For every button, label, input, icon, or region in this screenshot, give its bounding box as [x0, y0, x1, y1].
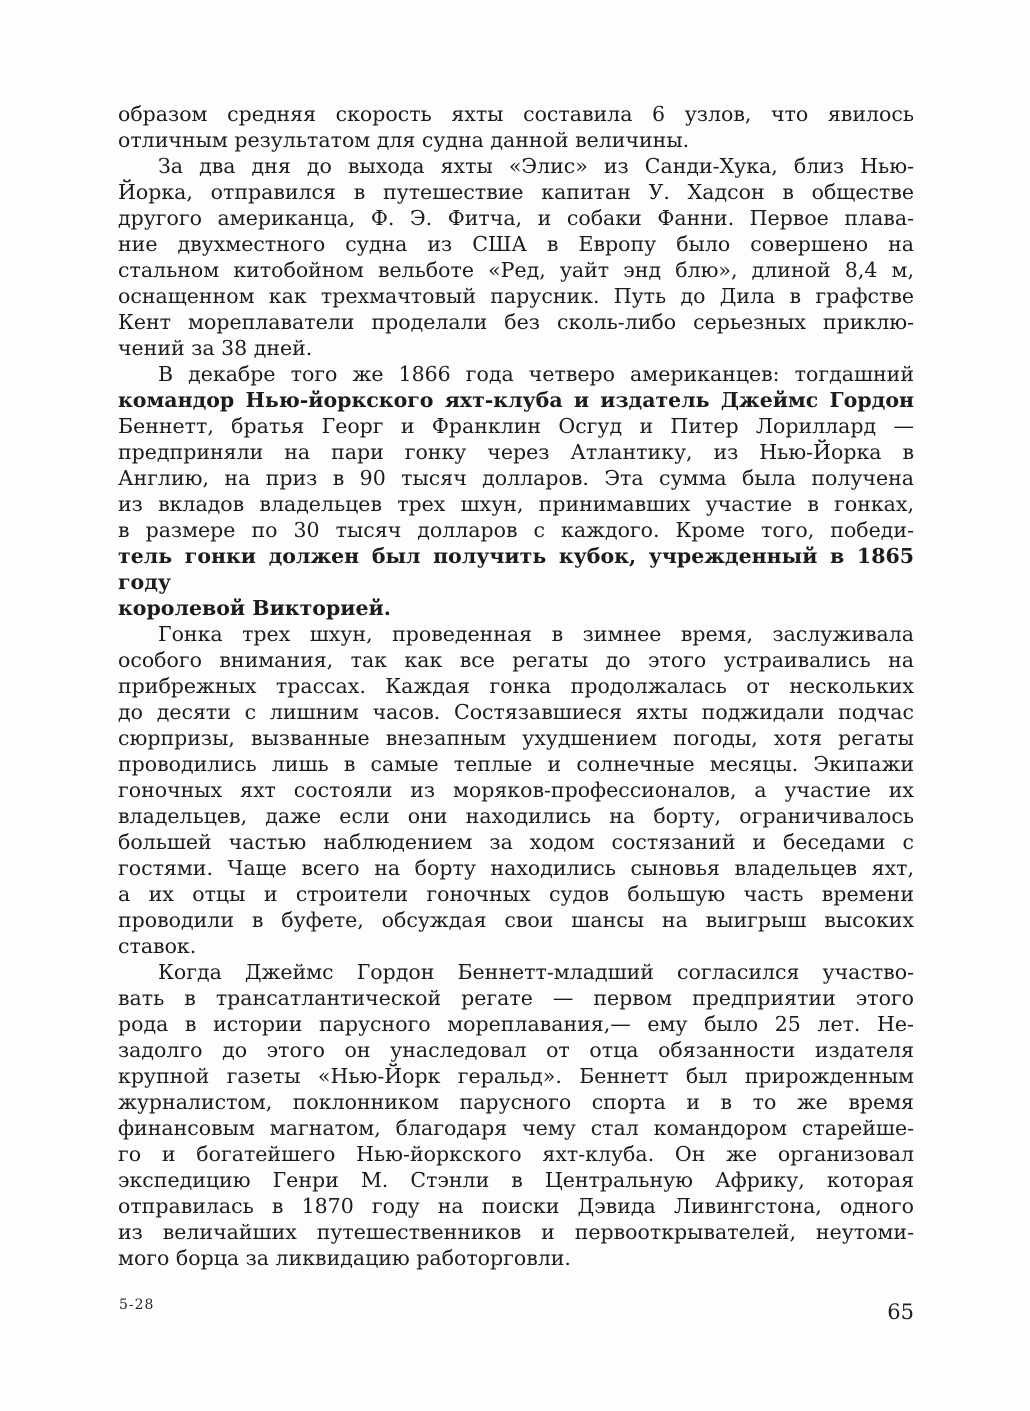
text-line: журналистом, поклонником парусного спорта и в то же время [118, 1090, 914, 1114]
text-line: прибрежных трассах. Каждая гонка продолжалась от нескольких [118, 674, 914, 698]
text-line: до десяти с лишним часов. Состязавшиеся яхты поджидали подчас [118, 700, 914, 724]
text-line: тель гонки должен был получить кубок, учрежденный в 1865 году [118, 544, 914, 594]
text-line: чений за 38 дней. [118, 336, 313, 360]
text-line: командор Нью-йоркского яхт-клуба и издатель Джеймс Гордон [118, 388, 914, 412]
text-line: финансовым магнатом, благодаря чему стал командором старейше- [118, 1116, 914, 1140]
text-line: Кент мореплаватели проделали без сколь-либо серьезных приклю- [118, 310, 914, 334]
text-line: Йорка, отправился в путешествие капитан У. Хадсон в обществе [118, 180, 914, 204]
text-line: вать в трансатлантической регате — первом предприятии этого [118, 986, 914, 1010]
paragraph-winter-regatta [118, 621, 914, 959]
text-line: гоночных яхт состояли из моряков-профессионалов, а участие их [118, 778, 914, 802]
text-line: большей частью наблюдением за ходом состязаний и беседами с [118, 830, 914, 854]
text-line: За два дня до выхода яхты «Элис» из Санди-Хука, близ Нью- [158, 154, 914, 178]
page-number: 65 [887, 1300, 914, 1324]
print-run-signature: 5-28 [119, 1297, 155, 1313]
text-line: экспедицию Генри М. Стэнли в Центральную Африку, которая [118, 1168, 914, 1192]
text-line: В декабре того же 1866 года четверо американцев: тогдашний [158, 362, 914, 386]
text-line: в размере по 30 тысяч долларов с каждого. Кроме того, победи- [118, 518, 914, 542]
text-line: сюрпризы, вызванные внезапным ухудшением погоды, хотя регаты [118, 726, 914, 750]
text-line: ставок. [118, 934, 197, 958]
text-line: рода в истории парусного мореплавания,— ему было 25 лет. Не- [118, 1012, 914, 1036]
page-text [118, 101, 914, 1271]
paragraph-bennett-junior [118, 959, 914, 1271]
text-line: проводились лишь в самые теплые и солнечные месяцы. Экипажи [118, 752, 914, 776]
text-line: королевой Викторией. [118, 596, 391, 620]
text-line: а их отцы и строители гоночных судов большую часть времени [118, 882, 914, 906]
text-line: отличным результатом для судна данной величины. [118, 128, 690, 152]
text-line: другого американца, Ф. Э. Фитча, и собаки Фанни. Первое плава- [118, 206, 914, 230]
paragraph-1866-race [118, 361, 914, 621]
text-line: мого борца за ликвидацию работорговли. [118, 1246, 571, 1270]
text-line: гостями. Чаще всего на борту находились сыновья владельцев яхт, [118, 856, 914, 880]
text-line: предприняли на пари гонку через Атлантику, из Нью-Йорка в [118, 440, 914, 464]
text-line: из вкладов владельцев трех шхун, принимавших участие в гонках, [118, 492, 914, 516]
text-line: задолго до этого он унаследовал от отца обязанности издателя [118, 1038, 914, 1062]
text-line: владельцев, даже если они находились на борту, ограничивалось [118, 804, 914, 828]
text-line: крупной газеты «Нью-Йорк геральд». Беннетт был прирожденным [118, 1064, 914, 1088]
text-line: го и богатейшего Нью-йоркского яхт-клуба. Он же организовал [118, 1142, 914, 1166]
text-line: особого внимания, так как все регаты до этого устраивались на [118, 648, 914, 672]
text-line: образом средняя скорость яхты составила 6 узлов, что явилось [118, 102, 914, 126]
text-line: проводили в буфете, обсуждая свои шансы на выигрыш высоких [118, 908, 914, 932]
text-line: Гонка трех шхун, проведенная в зимнее время, заслуживала [158, 622, 914, 646]
text-line: отправилась в 1870 году на поиски Дэвида Ливингстона, одного [118, 1194, 914, 1218]
text-line: ние двухместного судна из США в Европу было совершено на [118, 232, 914, 256]
text-line: Англию, на приз в 90 тысяч долларов. Эта сумма была получена [118, 466, 914, 490]
paragraph-elis-voyage [118, 153, 914, 361]
text-line: из величайших путешественников и первооткрывателей, неутоми- [118, 1220, 914, 1244]
text-line: Когда Джеймс Гордон Беннетт-младший согласился участво- [158, 960, 914, 984]
paragraph-continuation [118, 101, 914, 153]
text-line: оснащенном как трехмачтовый парусник. Путь до Дила в графстве [118, 284, 914, 308]
text-line: стальном китобойном вельботе «Ред, уайт энд блю», длиной 8,4 м, [118, 258, 914, 282]
text-line: Беннетт, братья Георг и Франклин Осгуд и Питер Лориллард — [118, 414, 914, 438]
